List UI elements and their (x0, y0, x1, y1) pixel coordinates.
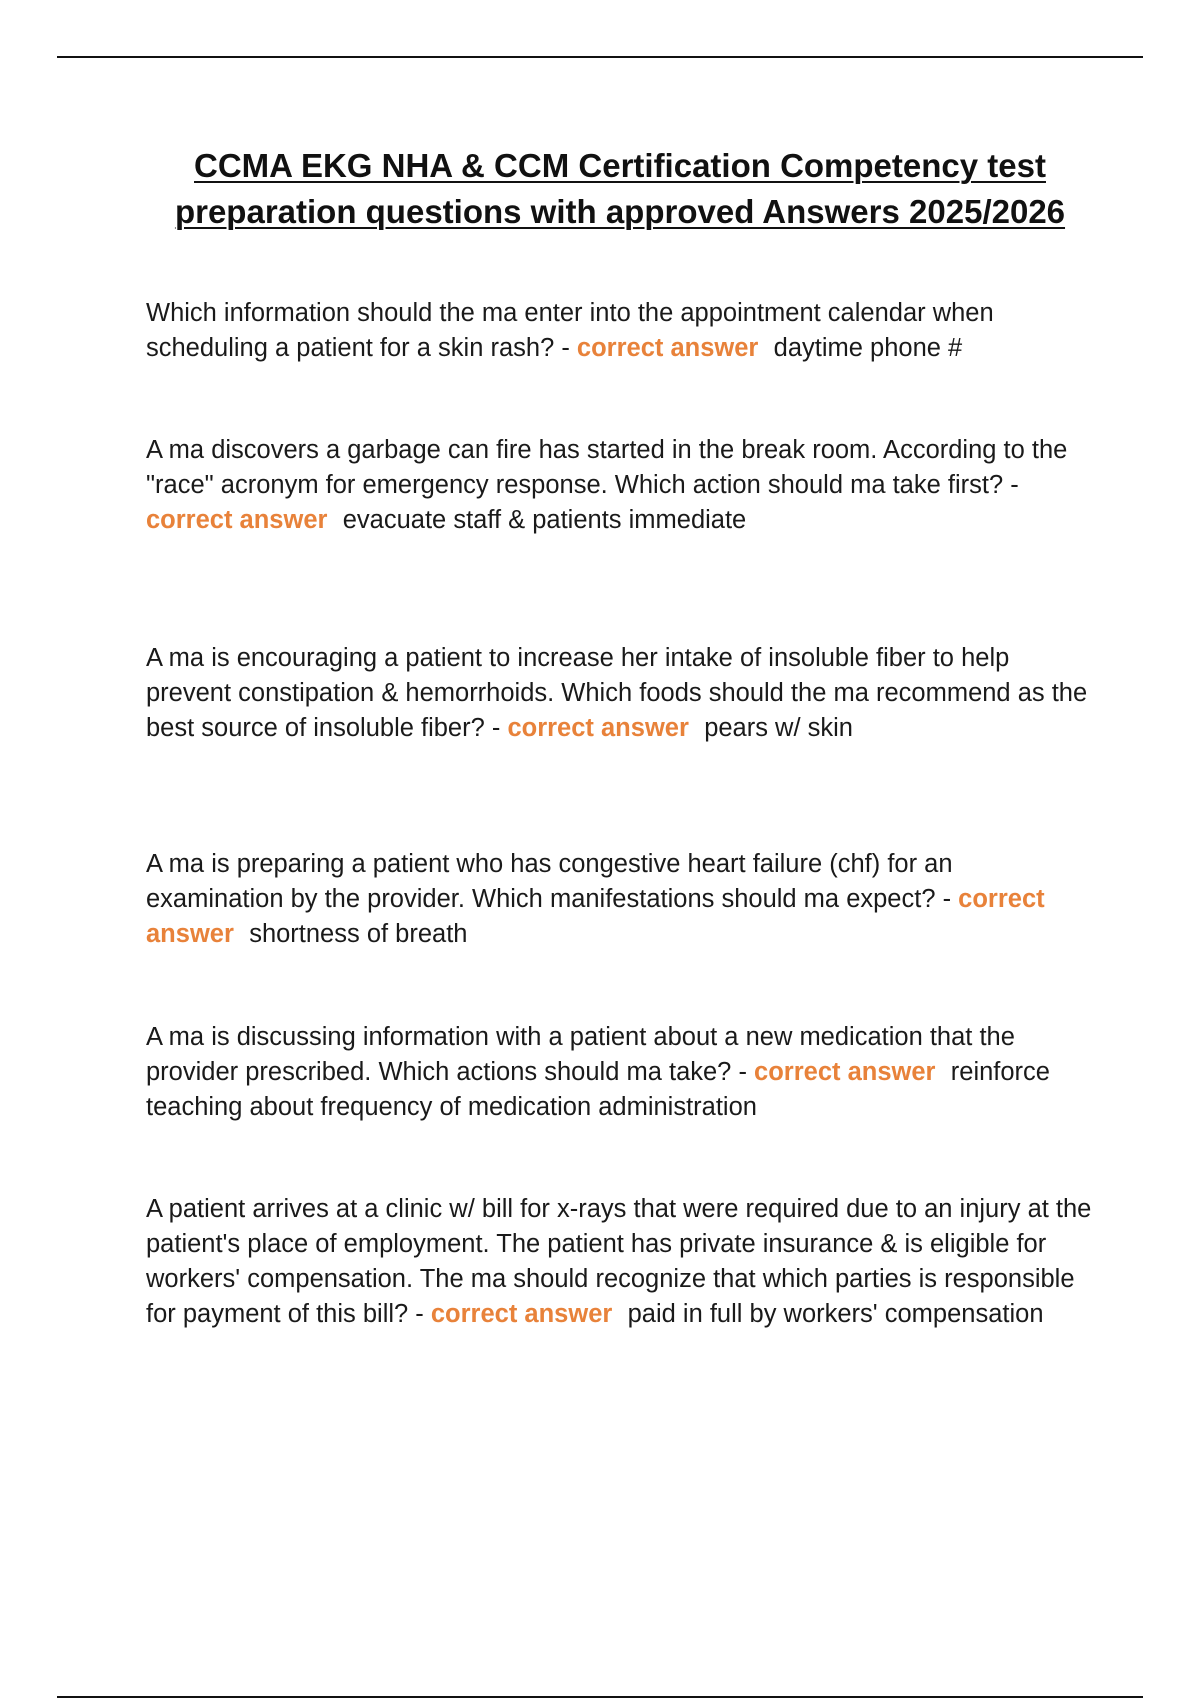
answer-text: paid in full by workers' compensation (627, 1300, 1044, 1328)
answer-text: reinforce teaching about frequency of medication administration (146, 1058, 1050, 1121)
question-text: Which information should the ma enter into the appointment calendar when scheduling a patient for a skin rash? - (146, 299, 994, 362)
correct-answer-label: correct answer (754, 1058, 936, 1086)
question-text: A ma discovers a garbage can fire has started in the break room. According to the "race" acronym for emergency response. Which action should ma take first? - (146, 436, 1068, 499)
answer-text: pears w/ skin (704, 714, 853, 742)
correct-answer-label: correct answer (430, 1300, 613, 1328)
question-text: A ma is discussing information with a patient about a new medication that the provider prescribed. Which actions should ma take? - (146, 1023, 1015, 1086)
document-title: CCMA EKG NHA & CCM Certification Competency test preparation questions with approved Answers 2025/2026 (174, 147, 1066, 230)
correct-answer-label: correct answer (146, 506, 328, 534)
qa-item-3 (146, 641, 1096, 746)
qa-item-6 (146, 1192, 1096, 1332)
qa-item-2 (146, 433, 1096, 538)
qa-item-4 (146, 847, 1096, 952)
question-text: A ma is preparing a patient who has congestive heart failure (chf) for an examination by the provider. Which manifestations should ma expect? - (146, 850, 959, 913)
bottom-rule (57, 1696, 1143, 1698)
question-text: A patient arrives at a clinic w/ bill for x-rays that were required due to an injury at the patient's place of employment. The patient has private insurance & is eligible for workers' compensation. The ma should recognize that which parties is responsible for payment of this bill? - (146, 1195, 1092, 1328)
qa-item-1 (146, 296, 1096, 366)
question-text: A ma is encouraging a patient to increase her intake of insoluble fiber to help prevent constipation & hemorrhoids. Which foods should the ma recommend as the best source of insoluble fiber? - (146, 644, 1088, 742)
answer-text: daytime phone # (773, 334, 963, 362)
answer-text: evacuate staff & patients immediate (342, 506, 747, 534)
correct-answer-label: correct answer (507, 714, 689, 742)
answer-text: shortness of breath (249, 920, 468, 948)
correct-answer-label: correct answer (146, 885, 1045, 948)
qa-item-5 (146, 1020, 1096, 1125)
correct-answer-label: correct answer (576, 334, 759, 362)
top-rule (57, 56, 1143, 58)
